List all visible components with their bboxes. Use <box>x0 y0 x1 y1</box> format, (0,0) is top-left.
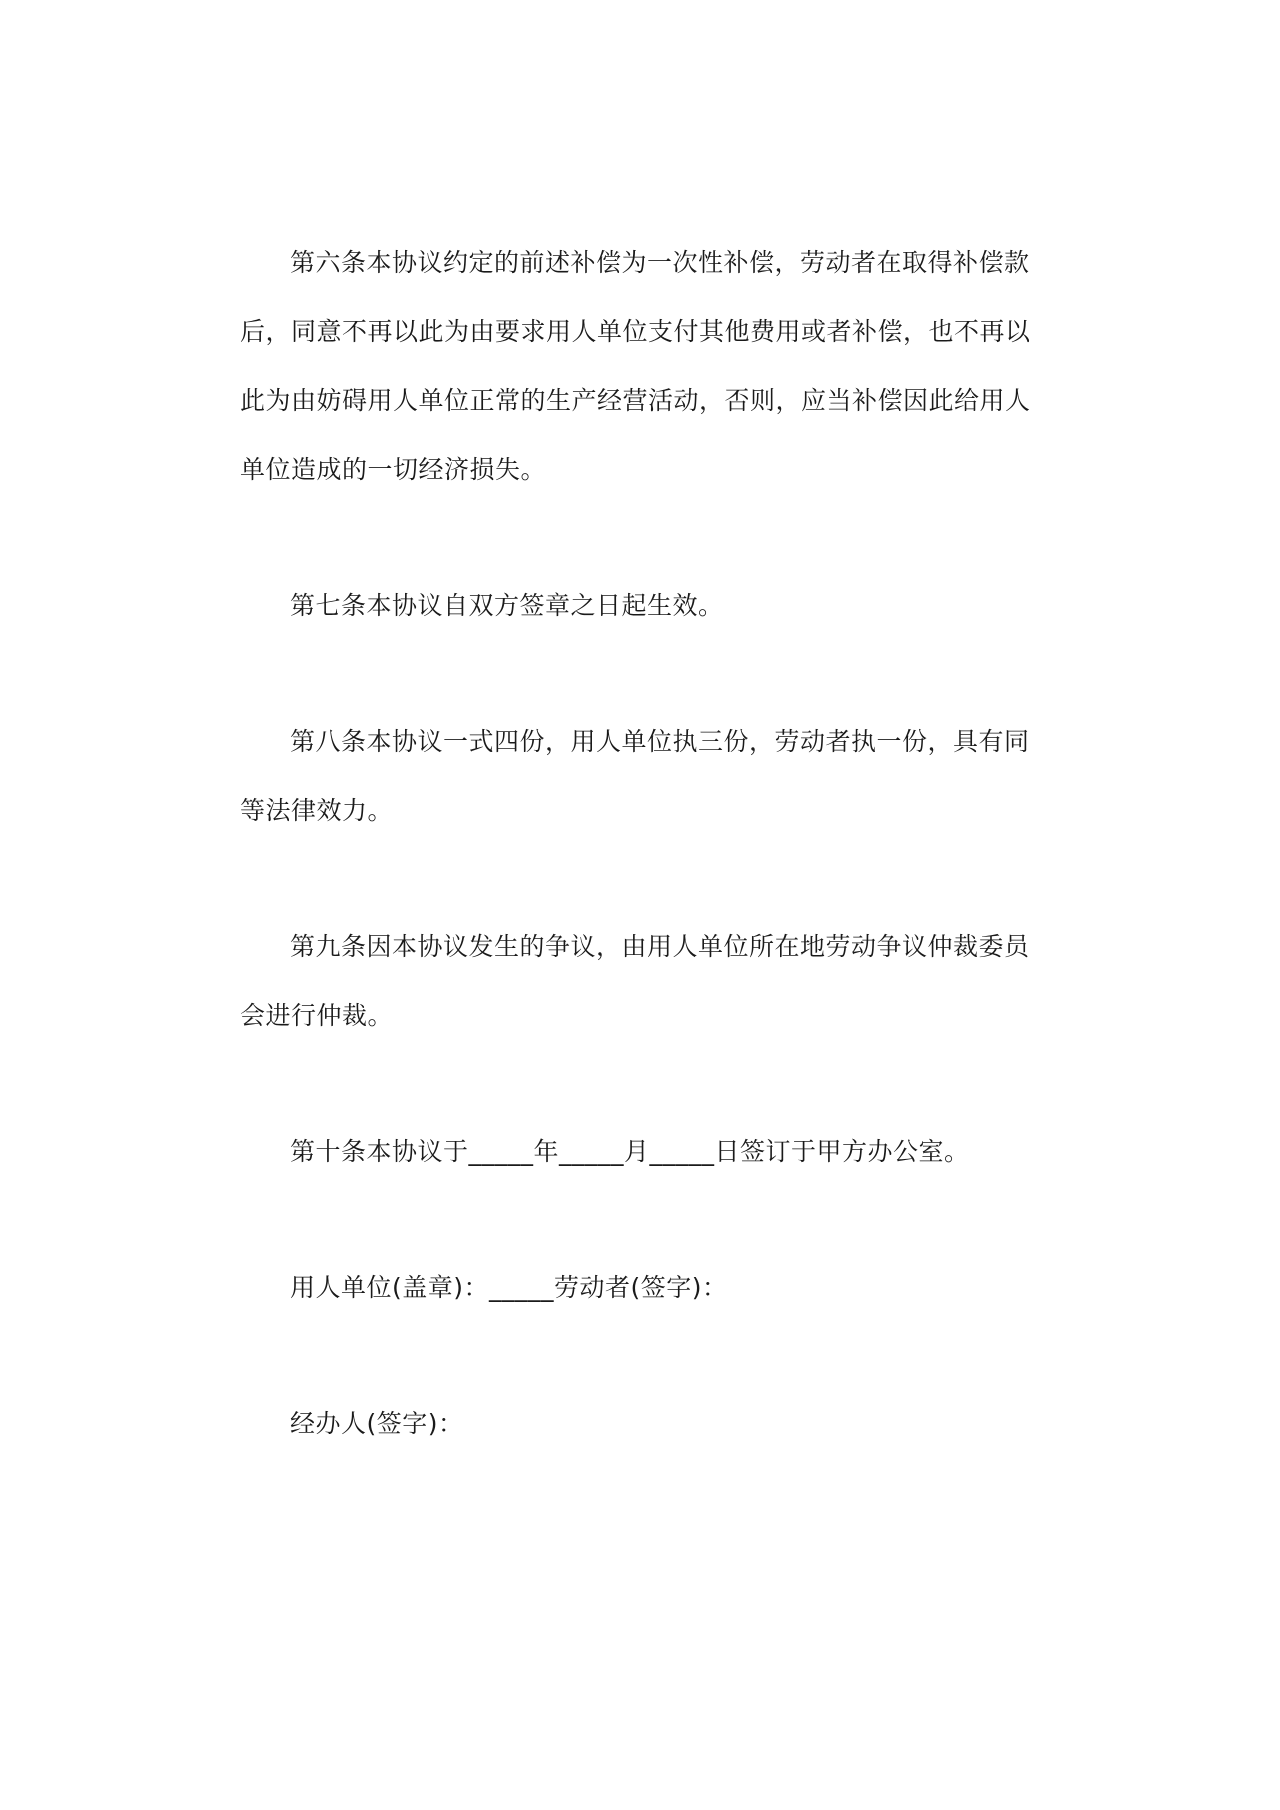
article-10-paragraph: 第十条本协议于_____年_____月_____日签订于甲方办公室。 <box>290 1137 970 1166</box>
article-8-paragraph: 第八条本协议一式四份，用人单位执三份，劳动者执一份，具有同等法律效力。 <box>240 727 1030 825</box>
handler-signature-line: 经办人(签字)： <box>290 1409 464 1438</box>
document-body <box>240 228 1040 1458</box>
article-9-paragraph: 第九条因本协议发生的争议，由用人单位所在地劳动争议仲裁委员会进行仲裁。 <box>240 932 1030 1030</box>
article-6-paragraph: 第六条本协议约定的前述补偿为一次性补偿，劳动者在取得补偿款后，同意不再以此为由要求用人单位支付其他费用或者补偿，也不再以此为由妨碍用人单位正常的生产经营活动，否则，应当补偿因此给用人单位造成的一切经济损失。 <box>240 248 1031 484</box>
signature-line: 用人单位(盖章)：_____劳动者(签字)： <box>290 1273 728 1302</box>
article-7-paragraph: 第七条本协议自双方签章之日起生效。 <box>290 591 724 620</box>
